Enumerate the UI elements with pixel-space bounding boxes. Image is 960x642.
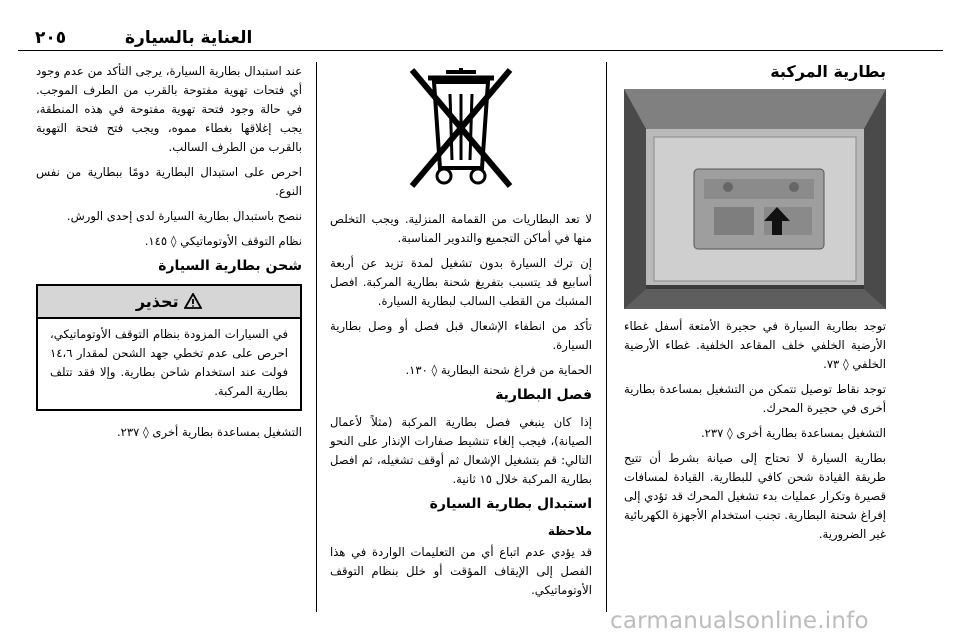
crossed-out-bin-icon: [376, 64, 546, 196]
jump-start-reference-2: التشغيل بمساعدة بطارية أخرى ‎◊ ٢٣٧.: [116, 425, 302, 439]
warning-header: [38, 286, 300, 319]
section-title: العناية بالسيارة: [125, 28, 253, 48]
replace-battery-heading: استبدال بطارية السيارة: [429, 496, 592, 512]
column-divider-right: [606, 62, 607, 612]
warning-body: [38, 319, 300, 409]
maintenance-text: بطارية السيارة لا تحتاج إلى صيانة بشرط أن تتيح طريقة القيادة شحن كافي للبطارية. القيادة لمسافات قصيرة وتكرار عمليات بدء تشغيل المحرك قد تؤدي إلى إفراغ شحنة البطارية. تجنب استخدام الأجهزة الكهربائية غير الضرورية.: [624, 451, 886, 541]
middle-column: [330, 62, 592, 606]
disposal-text: لا تعد البطاريات من القمامة المنزلية. ويجب التخلص منها في أماكن التجميع والتدوير المناسبة.: [330, 212, 592, 245]
battery-location-text: توجد بطارية السيارة في حجيرة الأمتعة أسفل غطاء الأرضية الخلفي خلف المقاعد الخلفية. غطاء الأرضية الخلفي ‎◊ ٧٣.: [624, 319, 886, 371]
trunk-battery-illustration: [624, 89, 886, 309]
warning-triangle-icon: [184, 293, 202, 309]
right-column: [624, 62, 886, 550]
header-divider: [18, 50, 943, 51]
warning-title: تحذير: [135, 292, 179, 311]
vent-text: عند استبدال بطارية السيارة، يرجى التأكد من عدم وجود أي فتحات تهوية مفتوحة بالقرب من الطرف الموجب. في حالة وجود فتحة تهوية مفتوحة في هذه المنطقة، يجب إغلاقها بغطاء مموه، ويجب فتح فتحة التهوية بالقرب من الطرف السالب.: [36, 64, 302, 154]
discharge-protection-reference: الحماية من فراغ شحنة البطارية ‎◊ ١٣٠.: [405, 363, 592, 377]
warning-box: [36, 284, 302, 411]
disconnect-battery-text: إذا كان ينبغي فصل بطارية المركبة (مثلاً لأعمال الصيانة)، فيجب إلغاء تنشيط صفارات الإنذار على النحو التالي: قم بتشغيل الإشعال ثم أوقف تشغيله، ثم افصل بطارية المركبة خلال ١٥ ثانية.: [330, 415, 592, 486]
auto-stop-reference: نظام التوقف الأوتوماتيكي ‎◊ ١٤٥.: [144, 234, 302, 248]
charging-heading: شحن بطارية السيارة: [158, 258, 302, 274]
battery-location-photo: [624, 89, 886, 309]
jump-start-reference: التشغيل بمساعدة بطارية أخرى ‎◊ ٢٣٧.: [700, 426, 886, 440]
warning-text: في السيارات المزودة بنظام التوقف الأوتوماتيكي، احرص على عدم تخطي جهد الشحن لمقدار ١٤،٦ فولت عند استخدام شاحن بطارية. وإلا فقد تتلف بطارية المركبة.: [50, 327, 288, 398]
vehicle-battery-heading: بطارية المركبة: [770, 62, 886, 81]
workshop-text: ننصح باستبدال بطارية السيارة لدى إحدى الورش.: [66, 209, 302, 223]
watermark: carmanualsonline.info: [610, 608, 869, 634]
left-column: [36, 62, 302, 448]
disconnect-battery-heading: فصل البطارية: [495, 387, 592, 403]
note-label: ملاحظة: [547, 524, 592, 538]
page-header: [35, 22, 925, 52]
storage-text: إن ترك السيارة بدون تشغيل لمدة تزيد عن أربعة أسابيع قد يتسبب بتفريغ شحنة بطارية المركبة. افصل المشبك من القطب السالب لبطارية السيارة.: [330, 256, 592, 308]
ignition-off-text: تأكد من انطفاء الإشعال قبل فصل أو وصل بطارية السيارة.: [330, 319, 592, 352]
note-text: قد يؤدي عدم اتباع أي من التعليمات الواردة في هذا الفصل إلى الإيقاف المؤقت أو خلل بنظام التوقف الأوتوماتيكي.: [330, 545, 592, 597]
column-divider-left: [316, 62, 317, 612]
page-number: ٢٠٥: [35, 28, 67, 48]
jump-points-text: توجد نقاط توصيل تتمكن من التشغيل بمساعدة بطارية أخرى في حجيرة المحرك.: [624, 382, 886, 415]
same-type-text: احرص على استبدال البطارية دومًا ببطارية من نفس النوع.: [36, 165, 302, 198]
